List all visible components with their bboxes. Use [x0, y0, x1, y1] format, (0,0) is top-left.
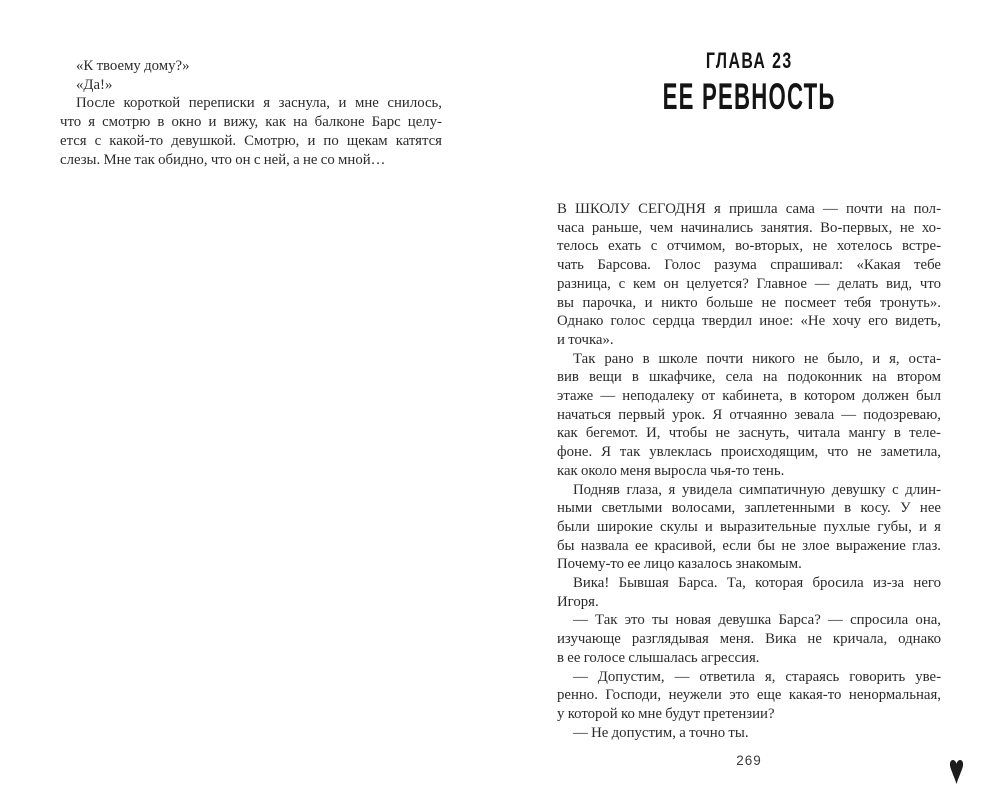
paragraph: [60, 57, 442, 76]
paragraph: [557, 574, 941, 611]
text-line: вив вещи в шкафчике, села на подоконник на втором: [557, 369, 941, 386]
text-line: фоне. Я так увлеклась происходящим, что не заметила,: [557, 444, 941, 461]
text-line: что я смотрю в окно и вижу, как на балконе Барс целу-: [60, 114, 442, 131]
chapter-title-text: ЕЕ РЕВНОСТЬ: [662, 76, 836, 117]
text-line: Так рано в школе почти никого не было, и я, оста-: [573, 350, 941, 367]
paragraph: [557, 724, 941, 743]
text-line: — Не допустим, а точно ты.: [573, 724, 749, 741]
text-line: слезы. Мне так обидно, что он с ней, а не со мной…: [60, 151, 386, 168]
text-line: часа раньше, чем начинались занятия. Во-первых, не хо-: [557, 219, 941, 236]
heart-shape: [950, 760, 963, 784]
paragraph: [60, 94, 442, 169]
text-line: этаже — неподалеку от кабинета, в котором должен был: [557, 388, 941, 405]
page-number: 269: [736, 753, 762, 768]
text-line: вы парочка, и никто больше не посмеет тебя тронуть».: [557, 294, 941, 311]
text-line: как около меня выросла чья-то тень.: [557, 462, 785, 479]
text-line: Игоря.: [557, 593, 599, 610]
text-line: ется с какой-то девушкой. Смотрю, и по щекам катятся: [60, 132, 442, 149]
chapter-label: [557, 48, 941, 73]
text-line: изучающе разглядывая меня. Вика не кричала, однако: [557, 631, 941, 648]
paragraph: [557, 350, 941, 481]
text-line: как бегемот. И, чтобы не заснуть, читала мангу в теле-: [557, 425, 941, 442]
text-line: После короткой переписки я заснула, и мне снилось,: [76, 95, 442, 112]
paragraph: [60, 76, 442, 95]
paragraph: [557, 200, 941, 350]
text-line: ренно. Господи, неужели это еще какая-то ненормальная,: [557, 687, 941, 704]
text-line: — Так это ты новая девушка Барса? — спросила она,: [573, 612, 941, 629]
chapter-label-text: ГЛАВА 23: [705, 48, 793, 73]
text-line: Однако голос сердца твердил иное: «Не хочу его видеть,: [557, 313, 941, 330]
text-line: телось ехать с отчимом, во-вторых, не хотелось встре-: [557, 238, 941, 255]
text-line: В ШКОЛУ СЕГОДНЯ я пришла сама — почти на пол-: [557, 201, 941, 217]
right-page: [557, 200, 941, 742]
text-line: разница, с кем он целуется? Главное — делать вид, что: [557, 275, 941, 292]
paragraph: [557, 611, 941, 667]
heart-icon: [948, 758, 965, 786]
text-line: — Допустим, — ответила я, стараясь говорить уве-: [573, 668, 941, 685]
text-line: Подняв глаза, я увидела симпатичную девушку с длин-: [573, 481, 941, 498]
text-line: «Да!»: [76, 76, 113, 93]
text-line: начаться первый урок. Я отчаянно зевала — подозреваю,: [557, 406, 941, 423]
text-line: чать Барсова. Голос разума спрашивал: «Какая тебе: [557, 257, 941, 274]
text-line: Вика! Бывшая Барса. Та, которая бросила из-за него: [573, 575, 941, 592]
chapter-title: [557, 76, 941, 119]
text-line: ными светлыми волосами, заплетенными в косу. У нее: [557, 500, 941, 517]
text-line: у которой ко мне будут претензии?: [557, 705, 775, 722]
text-line: Почему-то ее лицо казалось знакомым.: [557, 556, 802, 573]
paragraph: [557, 668, 941, 724]
text-line: были широкие скулы и выразительные пухлые губы, и я: [557, 518, 941, 535]
text-line: «К твоему дому?»: [76, 58, 190, 74]
paragraph: [557, 481, 941, 575]
text-line: и точка».: [557, 331, 614, 348]
text-line: в ее голосе слышалась агрессия.: [557, 649, 760, 666]
text-line: бы назвала ее красивой, если бы не злое выражение глаз.: [557, 537, 941, 554]
left-page: [60, 57, 442, 169]
